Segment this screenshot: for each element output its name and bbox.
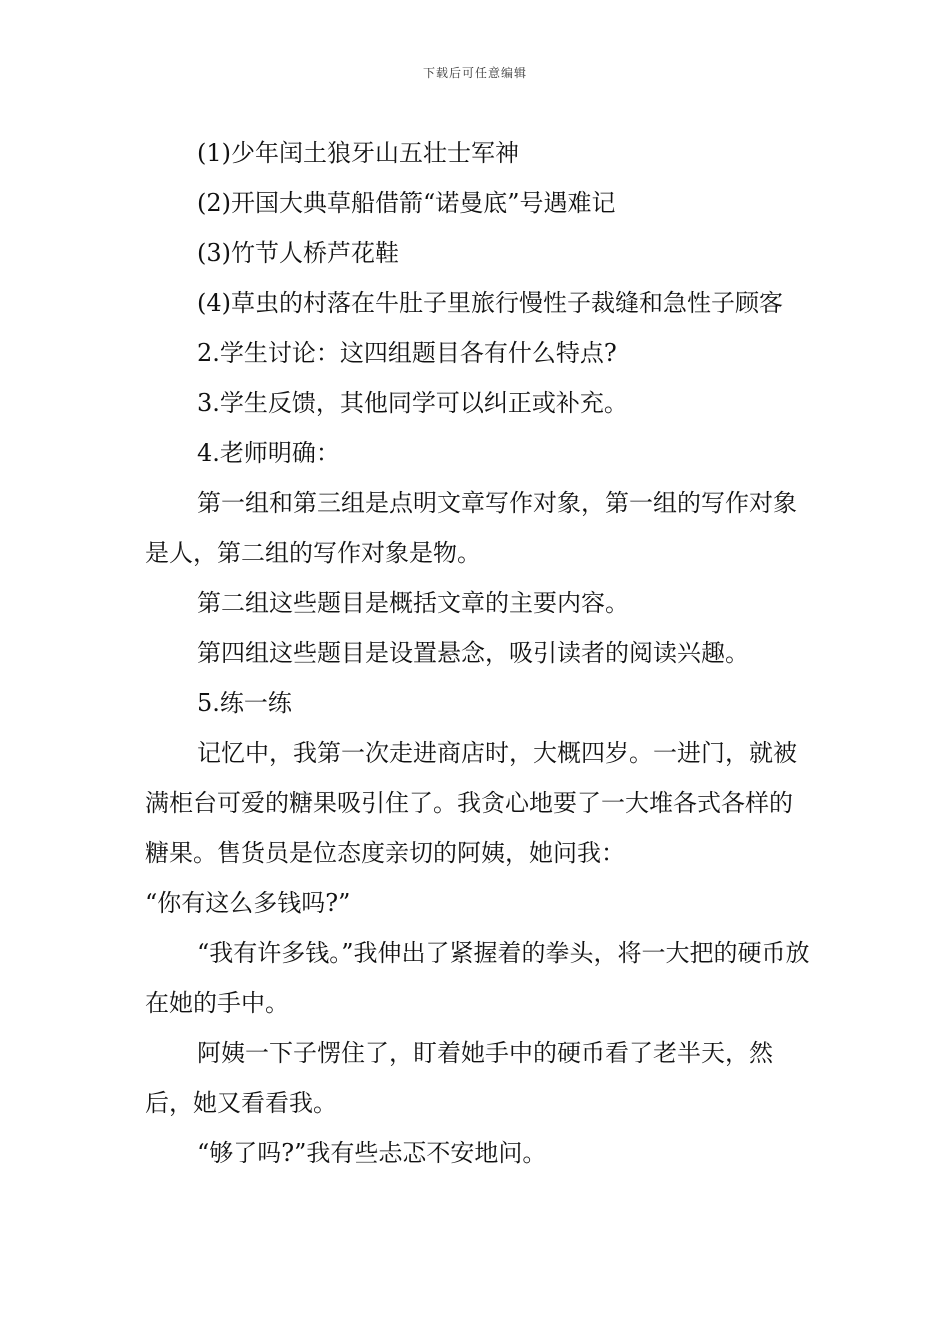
- paragraph: (4)草虫的村落在牛肚子里旅行慢性子裁缝和急性子顾客: [197, 289, 783, 317]
- paragraph: “我有许多钱。”我伸出了紧握着的拳头，将一大把的硬币放在她的手中。: [145, 939, 810, 1017]
- paragraph: “够了吗?”我有些忐忑不安地问。: [197, 1139, 547, 1167]
- paragraph: 阿姨一下子愣住了，盯着她手中的硬币看了老半天，然后，她又看看我。: [145, 1039, 773, 1117]
- paragraph: 第一组和第三组是点明文章写作对象，第一组的写作对象是人，第二组的写作对象是物。: [145, 489, 797, 567]
- paragraph: 记忆中，我第一次走进商店时，大概四岁。一进门，就被满柜台可爱的糖果吸引住了。我贪心地要了一大堆各式各样的糖果。售货员是位态度亲切的阿姨，她问我：: [145, 739, 797, 867]
- paragraph: “你有这么多钱吗?”: [145, 889, 351, 917]
- paragraph: 3.学生反馈，其他同学可以纠正或补充。: [197, 389, 628, 417]
- paragraph: (2)开国大典草船借箭“诺曼底”号遇难记: [197, 189, 616, 217]
- page-header: 下载后可任意编辑: [422, 66, 527, 80]
- paragraph: 第二组这些题目是概括文章的主要内容。: [197, 589, 629, 617]
- paragraph: 2.学生讨论：这四组题目各有什么特点?: [197, 339, 617, 367]
- paragraph: 5.练一练: [197, 689, 292, 717]
- paragraph: (3)竹节人桥芦花鞋: [197, 239, 399, 267]
- paragraph: 第四组这些题目是设置悬念，吸引读者的阅读兴趣。: [197, 639, 749, 667]
- document-body: [145, 128, 810, 1178]
- paragraph: (1)少年闰土狼牙山五壮士军神: [197, 139, 519, 167]
- paragraph: 4.老师明确：: [197, 439, 340, 467]
